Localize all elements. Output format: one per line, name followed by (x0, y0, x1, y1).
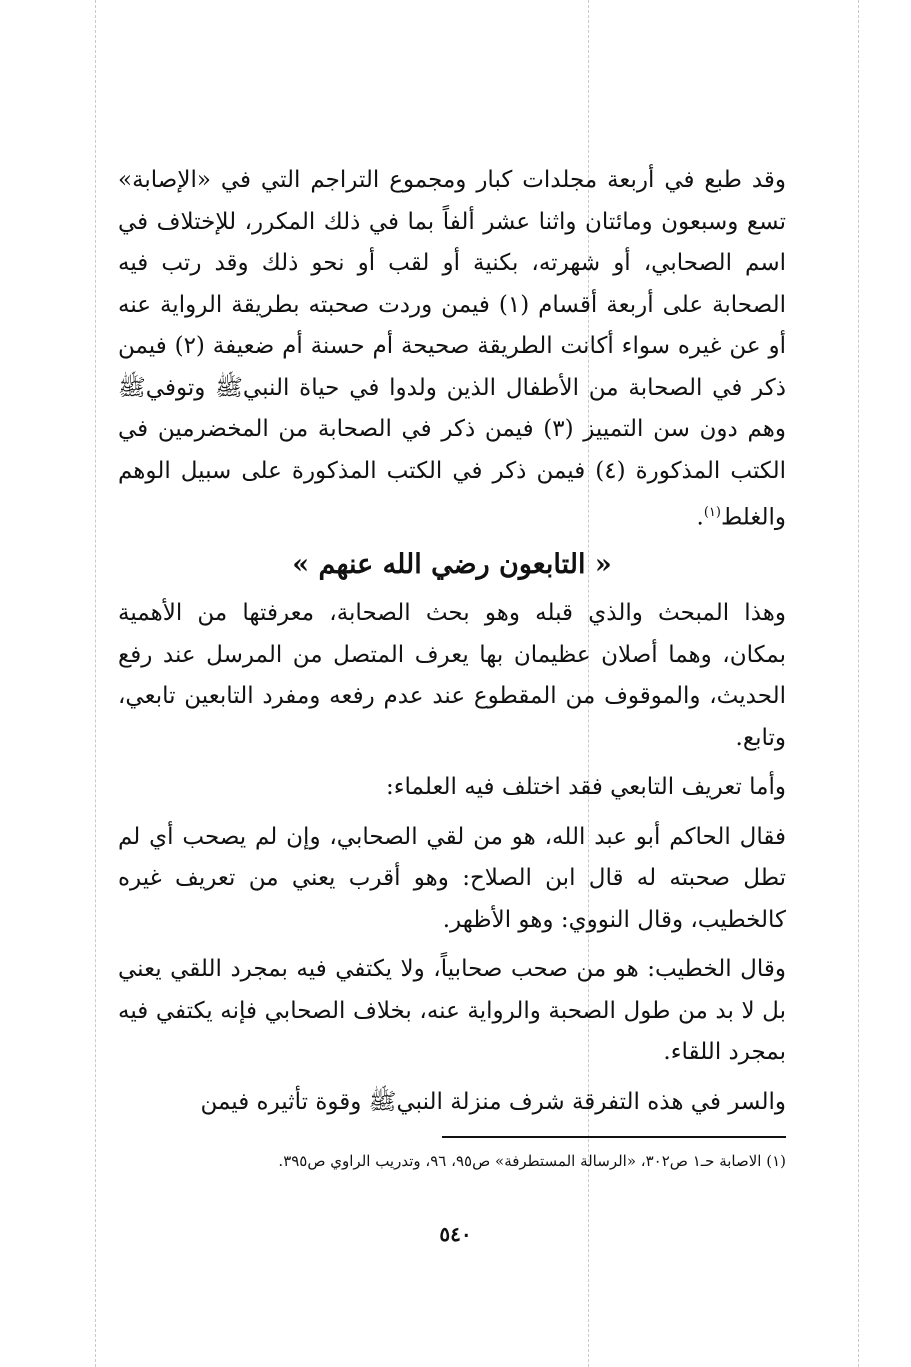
paragraph-secret: والسر في هذه التفرقة شرف منزلة النبيﷺ وقوة تأثيره فيمن (200, 1088, 786, 1115)
page-number: ٥٤٠ (439, 1222, 472, 1246)
paragraph-isaba-end: . (696, 504, 704, 531)
paragraph-definition-intro: وأما تعريف التابعي فقد اختلف فيه العلماء: (385, 774, 786, 800)
paragraph-importance: وهذا المبحث والذي قبله وهو بحث الصحابة، معرفتها من الأهمية بمكان، وهما أصلان عظيمان بها يعرف المتصل من المرسل عند رفع الحديث، والموقوف من المقطوع عند عدم رفعه ومفرد التابعين تابعي، وتابع. (118, 600, 786, 751)
paragraph-isaba (118, 160, 786, 535)
paragraph-hakim-definition: فقال الحاكم أبو عبد الله، هو من لقي الصحابي، وإن لم يصحب أي لم تطل صحبته له قال ابن الصلاح: وهو أقرب يعني من تعريف غيره كالخطيب، وقال النووي: وهو الأظهر. (118, 823, 786, 933)
scan-guide-line (858, 0, 859, 1367)
footnote: (١) الاصابة حـ١ ص٣٠٢، «الرسالة المستطرفة» ص٩٥، ٩٦، وتدريب الراوي ص٣٩٥. (278, 1152, 786, 1170)
paragraph-khatib-definition: وقال الخطيب: هو من صحب صحابياً، ولا يكتفي فيه بمجرد اللقي يعني بل لا بد من طول الصحبة والرواية عنه، بخلاف الصحابي فإنه يكتفي فيه بمجرد اللقاء. (118, 956, 786, 1065)
page-content (118, 160, 786, 1123)
section-heading-tabiun: « التابعون رضي الله عنهم » (292, 549, 612, 580)
paragraph-isaba-text: وقد طبع في أربعة مجلدات كبار ومجموع التراجم التي في «الإصابة» تسع وسبعون ومائتان واثنا عشر ألفاً بما في ذلك المكرر، للإختلاف في اسم الصحابي، أو شهرته، بكنية أو لقب أو نحو ذلك وقد رتب فيه الصحابة على أربعة أقسام (١) فيمن وردت صحبته بطريقة الرواية عنه أو عن غيره سواء أكانت الطريقة صحيحة أم حسنة أم ضعيفة (٢) فيمن ذكر في الصحابة من الأطفال الذين ولدوا في حياة النبيﷺ وتوفيﷺ وهم دون سن التمييز (٣) فيمن ذكر في الصحابة من المخضرمين في الكتب المذكورة (٤) فيمن ذكر في الكتب المذكورة على سبيل الوهم والغلط (118, 167, 786, 531)
scan-guide-line (95, 0, 96, 1367)
footnote-divider (442, 1136, 786, 1138)
footnote-marker: (١) (703, 505, 721, 520)
